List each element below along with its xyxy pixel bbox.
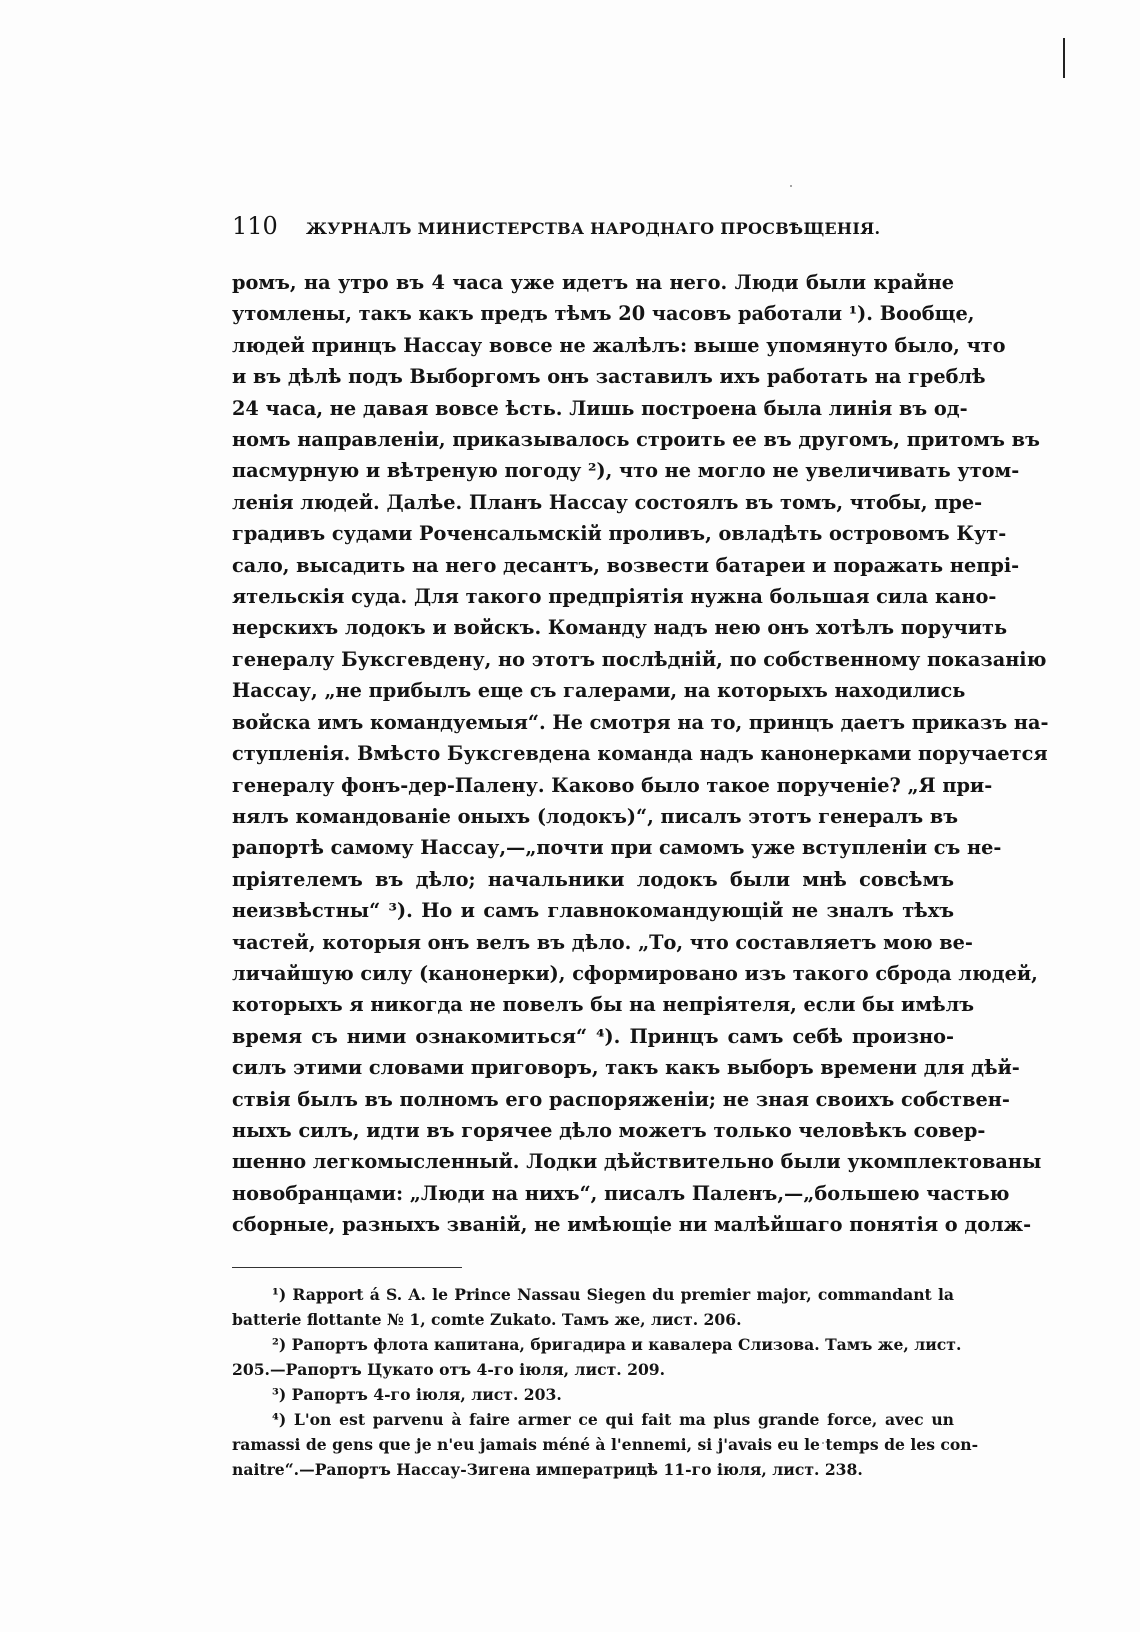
footnote-line: ²) Рапортъ флота капитана, бригадира и кавалера Слизова. Тамъ же, лист.: [272, 1334, 962, 1354]
body-line: и въ дѣлѣ подъ Выборгомъ онъ заставилъ ихъ работать на греблѣ: [232, 365, 986, 389]
body-line: людей принцъ Нассау вовсе не жалѣлъ: выше упомянуто было, что: [232, 333, 1006, 357]
body-line: новобранцами: „Люди на нихъ“, писалъ Паленъ,—„большею частью: [232, 1181, 1010, 1205]
footnote-line: naitre“.—Рапортъ Нассау-Зигена императрицѣ 11-го іюля, лист. 238.: [232, 1459, 863, 1479]
scan-speck: [790, 185, 792, 187]
running-title: ЖУРНАЛЪ МИНИСТЕРСТВА НАРОДНАГО ПРОСВѢЩЕНІЯ.: [306, 219, 881, 238]
body-line: генералу Буксгевдену, но этотъ послѣдній, по собственному показанію: [232, 647, 1047, 671]
footnote-line: 205.—Рапортъ Цукато отъ 4-го іюля, лист. 209.: [232, 1359, 666, 1379]
body-line: войска имъ командуемыя“. Не смотря на то, принцъ даетъ приказъ на-: [232, 710, 1049, 734]
body-line: шенно легкомысленный. Лодки дѣйствительно были укомплектованы: [232, 1150, 1042, 1174]
body-line: рапортѣ самому Нассау,—„почти при самомъ уже вступленіи съ не-: [232, 836, 1002, 860]
book-page: [232, 212, 1049, 1482]
body-line: личайшую силу (канонерки), сформировано изъ такого сброда людей,: [232, 961, 1038, 985]
body-line: ромъ, на утро въ 4 часа уже идетъ на него. Люди были крайне: [232, 271, 954, 294]
body-line: силъ этими словами приговоръ, такъ какъ выборъ времени для дѣй-: [232, 1056, 1020, 1080]
body-line: нялъ командованіе оныхъ (лодокъ)“, писалъ этотъ генералъ въ: [232, 804, 959, 828]
footnote-line: ¹) Rapport á S. A. le Prince Nassau Siegen du premier major, commandant la: [272, 1284, 954, 1304]
body-line: ствія былъ въ полномъ его распоряженіи; не зная своихъ собствен-: [232, 1087, 1010, 1111]
body-line: время съ ними ознакомиться“ ⁴). Принцъ самъ себѣ произно-: [232, 1024, 954, 1048]
footnote-line: ⁴) L'on est parvenu à faire armer ce qui fait ma plus grande force, avec un: [272, 1409, 954, 1429]
body-line: частей, которыя онъ велъ въ дѣло. „То, что составляетъ мою ве-: [232, 930, 973, 954]
footnote-line: ramassi de gens que je n'eu jamais méné à l'ennemi, si j'avais eu le temps de les con-: [232, 1434, 979, 1454]
body-line: пріятелемъ въ дѣло; начальники лодокъ были мнѣ совсѣмъ: [232, 867, 954, 891]
body-line: ныхъ силъ, идти въ горячее дѣло можетъ только человѣкъ совер-: [232, 1118, 986, 1142]
body-line: ступленія. Вмѣсто Буксгевдена команда надъ канонерками поручается: [232, 742, 1048, 766]
body-line: которыхъ я никогда не повелъ бы на непріятеля, если бы имѣлъ: [232, 993, 975, 1017]
scan-edge-mark: [1063, 38, 1065, 78]
body-line: 24 часа, не давая вовсе ѣсть. Лишь построена была линія въ од-: [232, 396, 968, 420]
body-line: сборные, разныхъ званій, не имѣющіе ни малѣйшаго понятія о долж-: [232, 1213, 1032, 1237]
body-line: утомлены, такъ какъ предъ тѣмъ 20 часовъ работали ¹). Вообще,: [232, 302, 975, 326]
footnotes: [232, 1282, 979, 1482]
body-line: ленія людей. Далѣе. Планъ Нассау состоялъ въ томъ, чтобы, пре-: [232, 490, 983, 514]
body-line: сало, высадить на него десантъ, возвести батареи и поражать непрі-: [232, 553, 1020, 577]
body-line: пасмурную и вѣтреную погоду ²), что не могло не увеличивать утом-: [232, 459, 1020, 483]
page-number: 110: [232, 212, 278, 240]
body-line: нерскихъ лодокъ и войскъ. Команду надъ нею онъ хотѣлъ поручить: [232, 616, 1008, 640]
body-line: неизвѣстны“ ³). Но и самъ главнокомандующій не зналъ тѣхъ: [232, 899, 954, 923]
body-line: ятельскія суда. Для такого предпріятія нужна большая сила кано-: [232, 585, 997, 609]
footnote-rule: [232, 1267, 462, 1268]
body-line: градивъ судами Роченсальмскій проливъ, овладѣть островомъ Кут-: [232, 522, 1007, 546]
body-line: генералу фонъ-дер-Палену. Каково было такое порученіе? „Я при-: [232, 773, 993, 797]
footnote-line: batterie flottante № 1, comte Zukato. Тамъ же, лист. 206.: [232, 1309, 742, 1329]
body-line: Нассау, „не прибылъ еще съ галерами, на которыхъ находились: [232, 679, 966, 703]
body-text: [232, 267, 1049, 1241]
body-line: номъ направленіи, приказывалось строить ее въ другомъ, притомъ въ: [232, 428, 1040, 452]
footnote-line: ³) Рапортъ 4-го іюля, лист. 203.: [272, 1384, 562, 1404]
page-header: [232, 212, 954, 252]
